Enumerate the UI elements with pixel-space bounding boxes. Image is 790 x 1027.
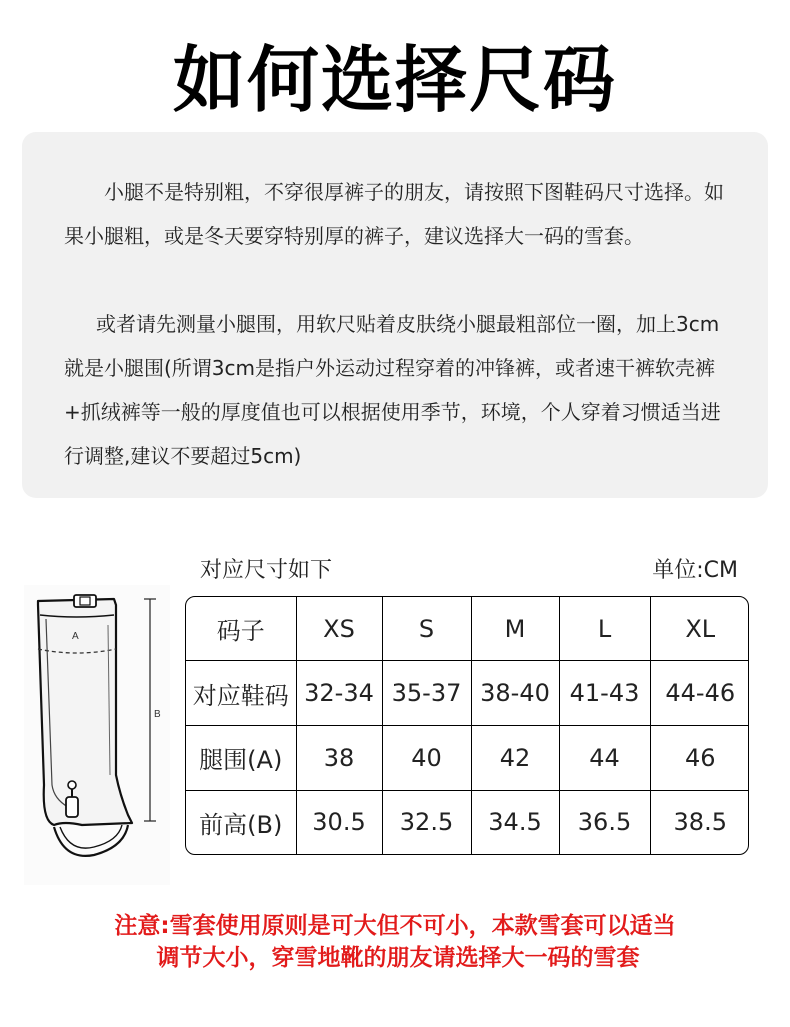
table-cell: 38-40 — [471, 661, 559, 726]
table-header-row — [186, 597, 749, 661]
table-caption: 对应尺寸如下 — [200, 558, 333, 583]
note — [0, 910, 790, 974]
row-label: 前高(B) — [186, 790, 296, 854]
table-cell: 41-43 — [559, 661, 650, 726]
header-cell: XL — [650, 597, 749, 661]
header-cell: L — [559, 597, 650, 661]
table-cell: 34.5 — [471, 790, 559, 854]
table-row — [186, 790, 749, 854]
table-cell: 46 — [650, 725, 749, 790]
table-cell: 35-37 — [382, 661, 471, 726]
label-a: A — [72, 631, 79, 642]
intro-paragraph-2: 或者请先测量小腿围，用软尺贴着皮肤绕小腿最粗部位一圈，加上3cm就是小腿围(所谓3cm是指户外运动过程穿着的冲锋裤，或者速干裤软壳裤+抓绒裤等一般的厚度值也可以根据使用季节，环境，个人穿着习惯适当进行调整,建议不要超过5cm) — [64, 312, 721, 468]
unit-label: 单位:CM — [652, 558, 738, 583]
table-row — [186, 661, 749, 726]
table-cell: 44-46 — [650, 661, 749, 726]
table-cell: 32-34 — [296, 661, 382, 726]
table-cell: 40 — [382, 725, 471, 790]
row-label: 对应鞋码 — [186, 661, 296, 726]
table-cell: 38.5 — [650, 790, 749, 854]
header-cell: 码子 — [186, 597, 296, 661]
table-cell: 32.5 — [382, 790, 471, 854]
label-b: B — [154, 709, 161, 720]
table-cell: 38 — [296, 725, 382, 790]
table-cell: 36.5 — [559, 790, 650, 854]
table-row — [186, 725, 749, 790]
table-cell: 42 — [471, 725, 559, 790]
row-label: 腿围(A) — [186, 725, 296, 790]
note-line-1: 注意:雪套使用原则是可大但不可小，本款雪套可以适当 — [114, 913, 676, 939]
table-cell: 30.5 — [296, 790, 382, 854]
page-title: 如何选择尺码 — [172, 38, 617, 122]
header-cell: M — [471, 597, 559, 661]
header-cell: S — [382, 597, 471, 661]
header-cell: XS — [296, 597, 382, 661]
table-cell: 44 — [559, 725, 650, 790]
size-table — [185, 596, 749, 855]
note-line-2: 调节大小，穿雪地靴的朋友请选择大一码的雪套 — [156, 945, 640, 971]
gaiter-diagram — [24, 585, 170, 885]
intro-panel — [22, 132, 768, 498]
intro-paragraph-1: 小腿不是特别粗，不穿很厚裤子的朋友，请按照下图鞋码尺寸选择。如果小腿粗，或是冬天要穿特别厚的裤子，建议选择大一码的雪套。 — [64, 180, 724, 248]
